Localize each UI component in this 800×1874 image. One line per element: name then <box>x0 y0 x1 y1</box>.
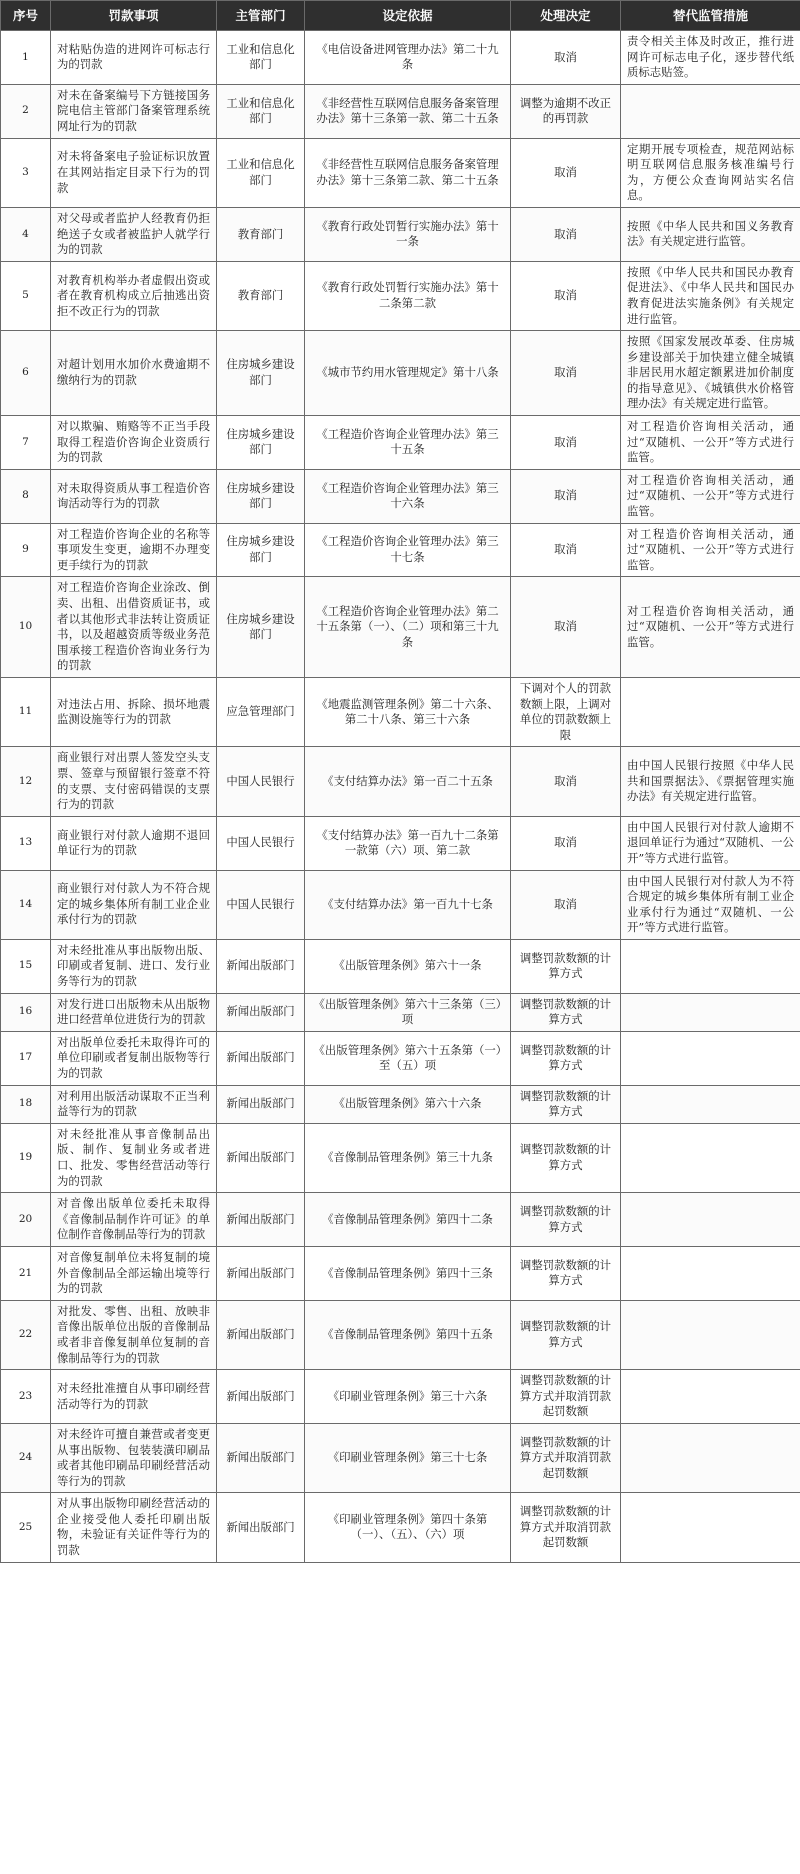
cell-basis: 《工程造价咨询企业管理办法》第三十七条 <box>305 523 511 577</box>
cell-dept: 新闻出版部门 <box>217 939 305 993</box>
cell-no: 6 <box>1 331 51 416</box>
table-row <box>1 1085 800 1123</box>
cell-item: 对未经许可擅自兼营或者变更从事出版物、包装装潢印刷品或者其他印刷品印刷经营活动等行为的罚款 <box>51 1423 217 1492</box>
cell-no: 2 <box>1 84 51 138</box>
cell-no: 15 <box>1 939 51 993</box>
cell-basis: 《工程造价咨询企业管理办法》第三十五条 <box>305 416 511 470</box>
cell-alt <box>621 84 800 138</box>
cell-item: 对未将备案电子验证标识放置在其网站指定目录下行为的罚款 <box>51 138 217 207</box>
cell-basis: 《支付结算办法》第一百九十七条 <box>305 870 511 939</box>
table-row <box>1 1031 800 1085</box>
cell-dept: 教育部门 <box>217 207 305 261</box>
table-row <box>1 261 800 330</box>
cell-no: 9 <box>1 523 51 577</box>
cell-dept: 工业和信息化部门 <box>217 84 305 138</box>
cell-item: 对利用出版活动谋取不正当利益等行为的罚款 <box>51 1085 217 1123</box>
header-alt: 替代监管措施 <box>621 1 800 31</box>
table-row <box>1 747 800 816</box>
cell-alt: 按照《国家发展改革委、住房城乡建设部关于加快建立健全城镇非居民用水超定额累进加价制度的指导意见》、《城镇供水价格管理办法》有关规定进行监管。 <box>621 331 800 416</box>
table-header-row <box>1 1 800 31</box>
cell-item: 对父母或者监护人经教育仍拒绝送子女或者被监护人就学行为的罚款 <box>51 207 217 261</box>
cell-decision: 调整罚款数额的计算方式 <box>511 1123 621 1192</box>
cell-item: 对未经批准从事出版物出版、印刷或者复制、进口、发行业务等行为的罚款 <box>51 939 217 993</box>
header-no: 序号 <box>1 1 51 31</box>
cell-dept: 住房城乡建设部门 <box>217 331 305 416</box>
cell-dept: 新闻出版部门 <box>217 993 305 1031</box>
cell-decision: 调整罚款数额的计算方式 <box>511 1246 621 1300</box>
cell-decision: 取消 <box>511 138 621 207</box>
cell-basis: 《印刷业管理条例》第三十七条 <box>305 1423 511 1492</box>
cell-basis: 《工程造价咨询企业管理办法》第三十六条 <box>305 469 511 523</box>
cell-dept: 新闻出版部门 <box>217 1370 305 1424</box>
cell-basis: 《印刷业管理条例》第四十条第（一）、（五）、（六）项 <box>305 1493 511 1562</box>
cell-basis: 《城市节约用水管理规定》第十八条 <box>305 331 511 416</box>
cell-basis: 《出版管理条例》第六十一条 <box>305 939 511 993</box>
cell-alt: 责令相关主体及时改正，推行进网许可标志电子化，逐步替代纸质标志贴签。 <box>621 31 800 85</box>
cell-dept: 住房城乡建设部门 <box>217 416 305 470</box>
cell-alt <box>621 939 800 993</box>
header-decision: 处理决定 <box>511 1 621 31</box>
cell-item: 对未取得资质从事工程造价咨询活动等行为的罚款 <box>51 469 217 523</box>
cell-alt: 按照《中华人民共和国义务教育法》有关规定进行监管。 <box>621 207 800 261</box>
cell-decision: 取消 <box>511 747 621 816</box>
cell-no: 18 <box>1 1085 51 1123</box>
header-item: 罚款事项 <box>51 1 217 31</box>
cell-basis: 《音像制品管理条例》第四十二条 <box>305 1193 511 1247</box>
cell-basis: 《支付结算办法》第一百九十二条第一款第（六）项、第二款 <box>305 816 511 870</box>
cell-alt: 由中国人民银行对付款人为不符合规定的城乡集体所有制工业企业承付行为通过“双随机、一公开”等方式进行监管。 <box>621 870 800 939</box>
cell-dept: 新闻出版部门 <box>217 1123 305 1192</box>
cell-alt <box>621 1246 800 1300</box>
cell-dept: 教育部门 <box>217 261 305 330</box>
cell-item: 商业银行对出票人签发空头支票、签章与预留银行签章不符的支票、支付密码错误的支票行为的罚款 <box>51 747 217 816</box>
table-row <box>1 138 800 207</box>
cell-alt: 由中国人民银行对付款人逾期不退回单证行为通过“双随机、一公开”等方式进行监管。 <box>621 816 800 870</box>
table-row <box>1 816 800 870</box>
cell-alt <box>621 993 800 1031</box>
cell-decision: 取消 <box>511 577 621 678</box>
cell-alt: 对工程造价咨询相关活动，通过“双随机、一公开”等方式进行监管。 <box>621 577 800 678</box>
table-row <box>1 1493 800 1562</box>
cell-decision: 调整罚款数额的计算方式 <box>511 1085 621 1123</box>
cell-decision: 取消 <box>511 870 621 939</box>
cell-basis: 《支付结算办法》第一百二十五条 <box>305 747 511 816</box>
cell-dept: 新闻出版部门 <box>217 1300 305 1369</box>
cell-no: 7 <box>1 416 51 470</box>
cell-item: 对教育机构举办者虚假出资或者在教育机构成立后抽逃出资拒不改正行为的罚款 <box>51 261 217 330</box>
cell-dept: 新闻出版部门 <box>217 1493 305 1562</box>
cell-item: 对超计划用水加价水费逾期不缴纳行为的罚款 <box>51 331 217 416</box>
table-row <box>1 1193 800 1247</box>
cell-basis: 《非经营性互联网信息服务备案管理办法》第十三条第二款、第二十五条 <box>305 138 511 207</box>
cell-dept: 住房城乡建设部门 <box>217 577 305 678</box>
cell-dept: 中国人民银行 <box>217 747 305 816</box>
cell-no: 11 <box>1 677 51 746</box>
table-row <box>1 31 800 85</box>
cell-no: 23 <box>1 1370 51 1424</box>
table-row <box>1 523 800 577</box>
cell-dept: 住房城乡建设部门 <box>217 469 305 523</box>
cell-item: 对粘贴伪造的进网许可标志行为的罚款 <box>51 31 217 85</box>
table-row <box>1 331 800 416</box>
cell-decision: 调整罚款数额的计算方式 <box>511 993 621 1031</box>
cell-decision: 调整罚款数额的计算方式 <box>511 1193 621 1247</box>
cell-no: 19 <box>1 1123 51 1192</box>
cell-dept: 新闻出版部门 <box>217 1193 305 1247</box>
cell-no: 13 <box>1 816 51 870</box>
cell-alt: 对工程造价咨询相关活动，通过“双随机、一公开”等方式进行监管。 <box>621 523 800 577</box>
cell-alt <box>621 1085 800 1123</box>
cell-alt <box>621 677 800 746</box>
cell-dept: 工业和信息化部门 <box>217 138 305 207</box>
cell-basis: 《音像制品管理条例》第四十五条 <box>305 1300 511 1369</box>
cell-alt: 按照《中华人民共和国民办教育促进法》、《中华人民共和国民办教育促进法实施条例》有关规定进行监管。 <box>621 261 800 330</box>
cell-decision: 调整罚款数额的计算方式 <box>511 1031 621 1085</box>
cell-item: 对音像出版单位委托未取得《音像制品制作许可证》的单位制作音像制品等行为的罚款 <box>51 1193 217 1247</box>
cell-decision: 调整罚款数额的计算方式并取消罚款起罚数额 <box>511 1370 621 1424</box>
cell-alt <box>621 1493 800 1562</box>
table-row <box>1 1423 800 1492</box>
cell-no: 17 <box>1 1031 51 1085</box>
cell-basis: 《教育行政处罚暂行实施办法》第十一条 <box>305 207 511 261</box>
cell-no: 16 <box>1 993 51 1031</box>
cell-decision: 调整罚款数额的计算方式 <box>511 1300 621 1369</box>
cell-decision: 调整罚款数额的计算方式并取消罚款起罚数额 <box>511 1423 621 1492</box>
cell-alt <box>621 1123 800 1192</box>
table-row <box>1 1370 800 1424</box>
cell-basis: 《音像制品管理条例》第三十九条 <box>305 1123 511 1192</box>
cell-no: 1 <box>1 31 51 85</box>
cell-no: 24 <box>1 1423 51 1492</box>
cell-basis: 《出版管理条例》第六十三条第（三）项 <box>305 993 511 1031</box>
cell-no: 10 <box>1 577 51 678</box>
table-row <box>1 870 800 939</box>
cell-no: 12 <box>1 747 51 816</box>
cell-dept: 新闻出版部门 <box>217 1423 305 1492</box>
cell-alt: 对工程造价咨询相关活动，通过“双随机、一公开”等方式进行监管。 <box>621 416 800 470</box>
table-row <box>1 84 800 138</box>
table-row <box>1 207 800 261</box>
cell-item: 对工程造价咨询企业涂改、倒卖、出租、出借资质证书，或者以其他形式非法转让资质证书，以及超越资质等级业务范围承接工程造价咨询业务行为的罚款 <box>51 577 217 678</box>
table-row <box>1 577 800 678</box>
cell-no: 14 <box>1 870 51 939</box>
table-row <box>1 469 800 523</box>
cell-basis: 《非经营性互联网信息服务备案管理办法》第十三条第一款、第二十五条 <box>305 84 511 138</box>
cell-dept: 应急管理部门 <box>217 677 305 746</box>
cell-dept: 新闻出版部门 <box>217 1031 305 1085</box>
table-row <box>1 1300 800 1369</box>
cell-decision: 取消 <box>511 523 621 577</box>
cell-decision: 取消 <box>511 207 621 261</box>
cell-alt: 由中国人民银行按照《中华人民共和国票据法》、《票据管理实施办法》有关规定进行监管。 <box>621 747 800 816</box>
cell-item: 商业银行对付款人逾期不退回单证行为的罚款 <box>51 816 217 870</box>
table-row <box>1 993 800 1031</box>
cell-item: 对从事出版物印刷经营活动的企业接受他人委托印刷出版物，未验证有关证件等行为的罚款 <box>51 1493 217 1562</box>
table-row <box>1 939 800 993</box>
cell-alt: 对工程造价咨询相关活动，通过“双随机、一公开”等方式进行监管。 <box>621 469 800 523</box>
cell-item: 对未经批准从事音像制品出版、制作、复制业务或者进口、批发、零售经营活动等行为的罚款 <box>51 1123 217 1192</box>
cell-item: 对批发、零售、出租、放映非音像出版单位出版的音像制品或者非音像复制单位复制的音像制品等行为的罚款 <box>51 1300 217 1369</box>
cell-decision: 取消 <box>511 469 621 523</box>
cell-no: 8 <box>1 469 51 523</box>
cell-item: 对发行进口出版物未从出版物进口经营单位进货行为的罚款 <box>51 993 217 1031</box>
header-dept: 主管部门 <box>217 1 305 31</box>
cell-dept: 工业和信息化部门 <box>217 31 305 85</box>
cell-item: 对违法占用、拆除、损坏地震监测设施等行为的罚款 <box>51 677 217 746</box>
cell-decision: 取消 <box>511 31 621 85</box>
cell-item: 对出版单位委托未取得许可的单位印刷或者复制出版物等行为的罚款 <box>51 1031 217 1085</box>
header-basis: 设定依据 <box>305 1 511 31</box>
table-row <box>1 416 800 470</box>
cell-basis: 《教育行政处罚暂行实施办法》第十二条第二款 <box>305 261 511 330</box>
cell-no: 5 <box>1 261 51 330</box>
cell-alt: 定期开展专项检查，规范网站标明互联网信息服务核准编号行为，方便公众查询网站实名信息。 <box>621 138 800 207</box>
cell-no: 20 <box>1 1193 51 1247</box>
cell-no: 4 <box>1 207 51 261</box>
cell-no: 21 <box>1 1246 51 1300</box>
cell-item: 对工程造价咨询企业的名称等事项发生变更，逾期不办理变更手续行为的罚款 <box>51 523 217 577</box>
table-row <box>1 1123 800 1192</box>
cell-dept: 住房城乡建设部门 <box>217 523 305 577</box>
cell-item: 商业银行对付款人为不符合规定的城乡集体所有制工业企业承付行为的罚款 <box>51 870 217 939</box>
cell-decision: 取消 <box>511 416 621 470</box>
table-row <box>1 1246 800 1300</box>
cell-no: 25 <box>1 1493 51 1562</box>
cell-dept: 中国人民银行 <box>217 870 305 939</box>
cell-basis: 《工程造价咨询企业管理办法》第二十五条第（一）、（二）项和第三十九条 <box>305 577 511 678</box>
cell-dept: 新闻出版部门 <box>217 1085 305 1123</box>
cell-basis: 《地震监测管理条例》第二十六条、第二十八条、第三十六条 <box>305 677 511 746</box>
cell-item: 对以欺骗、贿赂等不正当手段取得工程造价咨询企业资质行为的罚款 <box>51 416 217 470</box>
cell-alt <box>621 1193 800 1247</box>
cell-decision: 调整为逾期不改正的再罚款 <box>511 84 621 138</box>
cell-alt <box>621 1300 800 1369</box>
cell-decision: 取消 <box>511 816 621 870</box>
cell-decision: 取消 <box>511 261 621 330</box>
cell-alt <box>621 1423 800 1492</box>
cell-decision: 调整罚款数额的计算方式 <box>511 939 621 993</box>
cell-decision: 下调对个人的罚款数额上限，上调对单位的罚款数额上限 <box>511 677 621 746</box>
cell-alt <box>621 1370 800 1424</box>
cell-decision: 调整罚款数额的计算方式并取消罚款起罚数额 <box>511 1493 621 1562</box>
cell-decision: 取消 <box>511 331 621 416</box>
cell-basis: 《出版管理条例》第六十五条第（一）至（五）项 <box>305 1031 511 1085</box>
cell-dept: 新闻出版部门 <box>217 1246 305 1300</box>
table-row <box>1 677 800 746</box>
cell-alt <box>621 1031 800 1085</box>
cell-item: 对未经批准擅自从事印刷经营活动等行为的罚款 <box>51 1370 217 1424</box>
cell-basis: 《出版管理条例》第六十六条 <box>305 1085 511 1123</box>
cell-basis: 《音像制品管理条例》第四十三条 <box>305 1246 511 1300</box>
cell-basis: 《电信设备进网管理办法》第二十九条 <box>305 31 511 85</box>
cell-no: 22 <box>1 1300 51 1369</box>
cell-no: 3 <box>1 138 51 207</box>
cell-item: 对音像复制单位未将复制的境外音像制品全部运输出境等行为的罚款 <box>51 1246 217 1300</box>
cell-dept: 中国人民银行 <box>217 816 305 870</box>
cell-item: 对未在备案编号下方链接国务院电信主管部门备案管理系统网址行为的罚款 <box>51 84 217 138</box>
cell-basis: 《印刷业管理条例》第三十六条 <box>305 1370 511 1424</box>
